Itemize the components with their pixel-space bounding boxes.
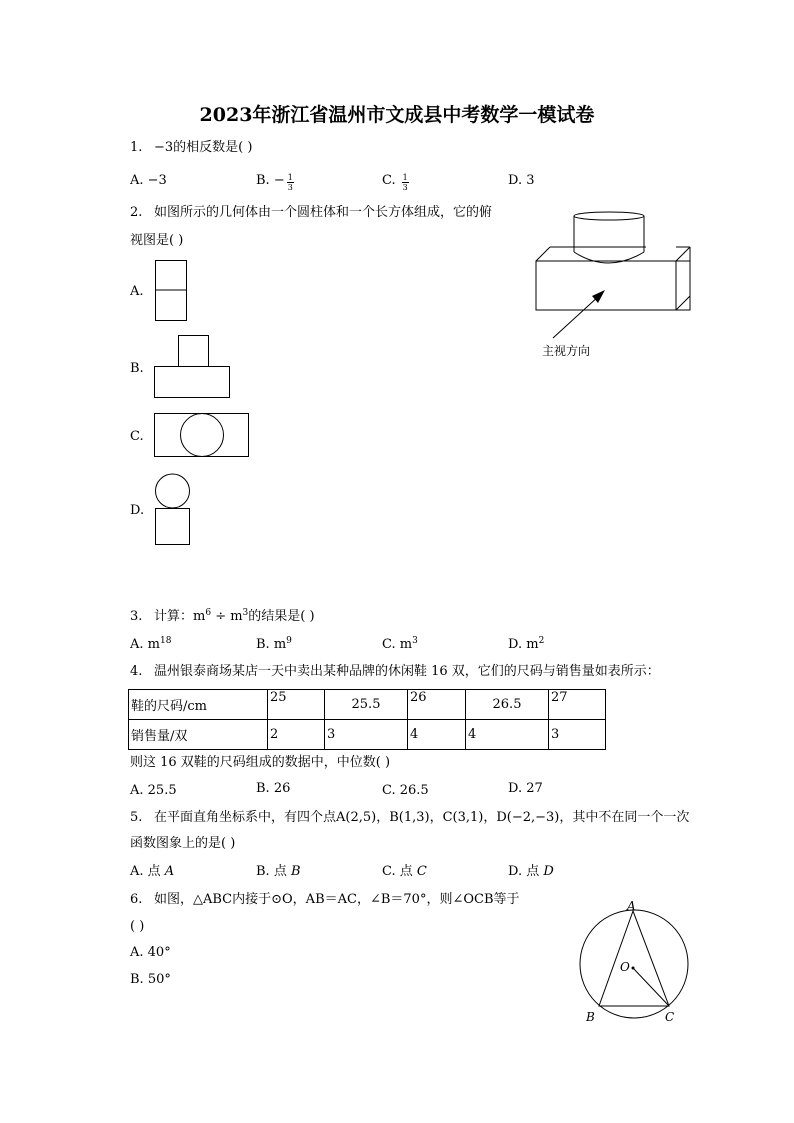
table-cell: 26.5 bbox=[466, 690, 549, 720]
table-cell: 2 bbox=[268, 720, 325, 750]
shoe-size-table bbox=[128, 689, 606, 750]
q4-stem-line2: 则这 16 双鞋的尺码组成的数据中，中位数( ) bbox=[130, 755, 391, 770]
q6-stem-line1: 如图，△ABC内接于⊙O，AB＝AC，∠B＝70°，则∠OCB等于 bbox=[154, 892, 520, 907]
q1-option-a: A. −3 bbox=[130, 173, 167, 188]
table-cell: 鞋的尺码/cm bbox=[129, 690, 268, 720]
q6-label-o: O bbox=[620, 960, 630, 974]
q1-option-d: D. 3 bbox=[508, 173, 535, 188]
q3-option-b: B. $m^9$ bbox=[256, 636, 292, 652]
q5-stem-line1: 在平面直角坐标系中，有四个点A(2,5)，B(1,3)，C(3,1)，D(−2,−3)，其中不在同一个一次 bbox=[154, 810, 690, 825]
q6-option-b: B. 50° bbox=[130, 972, 171, 987]
q4-stem: 温州银泰商场某店一天中卖出某种品牌的休闲鞋 16 双，它们的尺码与销售量如表所示： bbox=[154, 664, 660, 679]
q3-option-d: D. $m^2$ bbox=[508, 636, 545, 652]
q2-view-direction-label: 主视方向 bbox=[542, 344, 591, 358]
table-cell: 销售量/双 bbox=[129, 720, 268, 750]
q4-option-b: B. 26 bbox=[256, 781, 291, 796]
q2-option-a-label: A. bbox=[130, 284, 144, 299]
table-row bbox=[129, 690, 606, 720]
q6-label-c: C bbox=[665, 1010, 675, 1024]
q2-option-d-figure bbox=[155, 473, 192, 547]
q6-circle-triangle-figure bbox=[575, 898, 715, 1030]
q3-number: 3. bbox=[130, 609, 143, 624]
table-cell: 3 bbox=[325, 720, 408, 750]
q3-option-c: C. $m^3$ bbox=[382, 636, 418, 652]
q5-number: 5. bbox=[130, 810, 143, 825]
q6-number: 6. bbox=[130, 892, 143, 907]
table-cell: 25.5 bbox=[325, 690, 408, 720]
q5-option-b: B. 点 B bbox=[256, 864, 301, 879]
q2-option-a-figure bbox=[155, 260, 188, 322]
table-cell: 27 bbox=[549, 690, 606, 720]
q4-number: 4. bbox=[130, 664, 143, 679]
q4-option-d: D. 27 bbox=[508, 781, 543, 796]
q3-option-a: A. $m^{18}$ bbox=[130, 636, 172, 652]
table-cell: 25 bbox=[268, 690, 325, 720]
q6-label-a: A bbox=[627, 899, 636, 913]
q1-option-c: C. $\frac{1}{3}$ bbox=[382, 173, 408, 192]
q4-option-c: C. 26.5 bbox=[382, 783, 429, 798]
q5-option-d: D. 点 D bbox=[508, 864, 554, 879]
q3-stem: 计算：$m^6 \div m^3$的结果是( ) bbox=[154, 608, 315, 624]
q2-option-c-label: C. bbox=[130, 429, 144, 444]
q6-label-b: B bbox=[586, 1010, 595, 1024]
q2-option-b-figure bbox=[154, 335, 231, 399]
q2-option-c-figure bbox=[154, 413, 251, 459]
table-row bbox=[129, 720, 606, 750]
q4-option-a: A. 25.5 bbox=[130, 783, 177, 798]
page-title: 2023年浙江省温州市文成县中考数学一模试卷 bbox=[199, 104, 595, 126]
q2-stem-line2: 视图是( ) bbox=[130, 233, 184, 248]
q1-option-b: B. − $\frac{1}{3}$ bbox=[256, 173, 293, 192]
table-cell: 26 bbox=[408, 690, 466, 720]
q1-number: 1. bbox=[130, 140, 143, 155]
q2-stem-line1: 如图所示的几何体由一个圆柱体和一个长方体组成，它的俯 bbox=[154, 205, 493, 220]
table-cell: 3 bbox=[549, 720, 606, 750]
q1-stem: −3的相反数是( ) bbox=[154, 140, 253, 155]
q5-stem-line2: 函数图象上的是( ) bbox=[130, 836, 236, 851]
table-cell: 4 bbox=[466, 720, 549, 750]
q2-solid-figure bbox=[530, 212, 695, 362]
q6-stem-line2: ( ) bbox=[130, 919, 145, 934]
q6-option-a: A. 40° bbox=[130, 945, 171, 960]
q2-number: 2. bbox=[130, 205, 143, 220]
q5-option-a: A. 点 A bbox=[130, 864, 175, 879]
q2-option-d-label: D. bbox=[130, 503, 145, 518]
q5-option-c: C. 点 C bbox=[382, 864, 427, 879]
q2-option-b-label: B. bbox=[130, 361, 144, 376]
table-cell: 4 bbox=[408, 720, 466, 750]
